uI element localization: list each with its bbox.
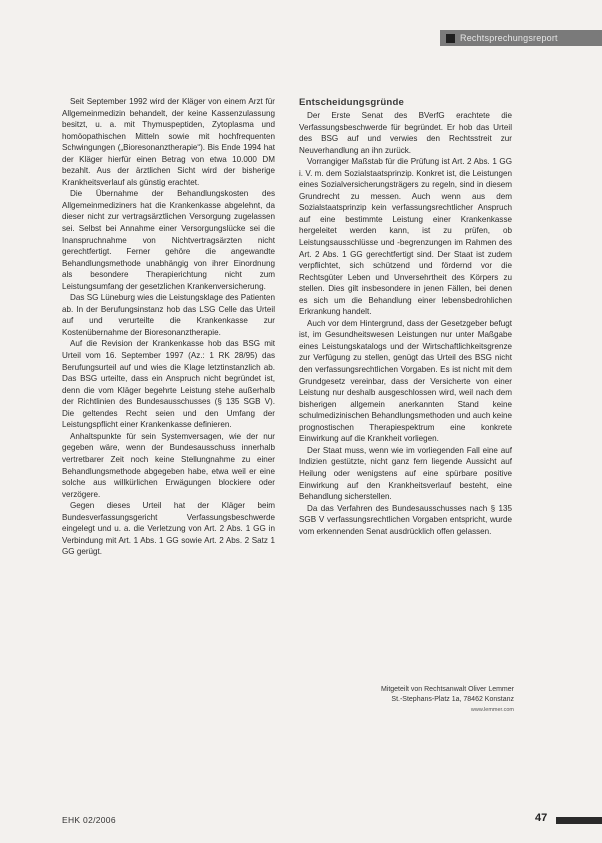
paragraph: Gegen dieses Urteil hat der Kläger beim Bundesverfassungsgericht Verfassungsbeschwerde eingelegt und u. a. die Verletzung von Art. 2 Abs. 1 GG in Verbindung mit Art. 1 Abs. 1 GG sowie Art. 2 Abs. 2 Satz 1 GG gerügt.	[62, 501, 275, 557]
paragraph: Das SG Lüneburg wies die Leistungsklage des Patienten ab. In der Berufungsinstanz hob das LSG Celle das Urteil auf und verurteilte die Krankenkasse zur Kostenübernahme der Bioresonanztherapie.	[62, 293, 275, 337]
right-column	[299, 97, 512, 537]
paragraph: Anhaltspunkte für sein Systemversagen, wie der nur gegeben wäre, wenn der Bundesausschuss innerhalb vertretbarer Zeit noch keine Stellungnahme zu einer Behandlungsmethode abgegeben habe, etwa weil er eine solche aus willkürlichen Erwägungen blockiere oder verzögere.	[62, 431, 275, 499]
paragraph: Die Übernahme der Behandlungskosten des Allgemeinmediziners hat die Krankenkasse abgelehnt, da dieser nicht zur vertragsärztlichen Versorgung zugelassen sei. Selbst bei Annahme einer Versorgungslücke sei die Inanspruchnahme von Nichtvertragsärzten nicht gerechtfertigt. Ferner gehöre die angewandte Behandlungsmethode unabhängig von ihrer Einordnung als besondere Therapierichtung nicht zum Leistungsumfang der gesetzlichen Krankenversicherung.	[62, 189, 275, 291]
author-credit	[330, 685, 514, 715]
paragraph: Der Staat muss, wenn wie im vorliegenden Fall eine auf Indizien gestützte, nicht ganz fern liegende Aussicht auf Heilung oder wenigstens auf eine spürbare positive Einwirkung auf den Krankheitsverlauf besteht, eine Behandlung sicherstellen.	[299, 445, 512, 502]
journal-issue: EHK 02/2006	[62, 815, 116, 825]
paragraph: Auch vor dem Hintergrund, dass der Gesetzgeber befugt ist, im Gesundheitswesen Leistungen nur unter Maßgabe eines Leistungskatalogs und der Wirtschaftlichkeitsgrenze zur Verfügung zu stellen, genügt das Urteil des BSG nicht den verfassungsrechtlichen Vorgaben. Es ist nicht mit dem Grundgesetz vereinbar, dass der Versicherte von einer Leistung nur deshalb ausgeschlossen wird, weil nach dem bisherigen allgemein anerkannten Stand keine schulmedizinischen Behandlungsmethoden und auch keine prognostischen Therapiespektrum eine konkrete Einwirkung auf die Krankheit vorliegen.	[299, 318, 512, 444]
paragraph: Seit September 1992 wird der Kläger von einem Arzt für Allgemeinmedizin behandelt, der keine Kassenzulassung besitzt, u. a. mit Thymuspeptiden, Zytoplasma und homöopathischen Mitteln sowie mit hochfrequenten Schwingungen („Bioresonanztherapie“). Bis Ende 1994 hat der Kläger hierfür einen Betrag von etwa 10.000 DM bezahlt. Aus der ärztlichen Sicht wird der bisherige Krankheitsverlauf als günstig erachtet.	[62, 97, 275, 187]
square-bullet-icon	[446, 34, 455, 43]
paragraph: Vorrangiger Maßstab für die Prüfung ist Art. 2 Abs. 1 GG i. V. m. dem Sozialstaatsprinzip. Konkret ist, die Leistungen eines Sozialversicherungsträgers zu regeln, sind in diesem Grundrecht zu messen. Auch wenn aus dem Sozialstaatsprinzip kein verfassungsrechtlicher Anspruch auf eine bestimmte Leistung einer Krankenkasse hergeleitet werden kann, ist zu prüfen, ob Leistungsausschlüsse und -begrenzungen im Rahmen des Art. 2 Abs. 1 GG gerechtfertigt sind. Der Staat ist zudem verpflichtet, sich schützend und fördernd vor die Rechtsgüter Leben und Unversehrtheit des Körpers zu stellen. Dies gilt insbesondere in jenen Fällen, bei denen es sich um die Behandlung einer lebensbedrohlichen Erkrankung handelt.	[299, 157, 512, 317]
section-heading: Entscheidungsgründe	[299, 97, 405, 108]
credit-author: Mitgeteilt von Rechtsanwalt Oliver Lemmer	[380, 686, 514, 693]
paragraph: Da das Verfahren des Bundesausschusses nach § 135 SGB V verfassungsrechtlichen Vorgaben entspricht, wurde vom erkennenden Senat ausdrücklich offen gelassen.	[299, 503, 512, 536]
page-number: 47	[535, 812, 548, 824]
left-column	[62, 96, 275, 558]
section-header-bar	[440, 30, 602, 46]
footer-bar	[556, 817, 602, 824]
credit-website: www.lemmer.com	[470, 707, 514, 713]
section-label: Rechtsprechungsreport	[460, 33, 558, 43]
paragraph: Auf die Revision der Krankenkasse hob das BSG mit Urteil vom 16. September 1997 (Az.: 1 RK 28/95) das Berufungsurteil auf und wies die Klage letztinstanzlich ab. Das BSG urteilte, dass ein Anspruch nicht begründet ist, denn die vom Kläger begehrte Leistung stehe außerhalb der Richtlinien des Bundesausschusses (§ 135 SGB V). Die geltendes Recht seien und den Umfang der Leistungspflicht einer Krankenkasse definieren.	[62, 339, 275, 430]
paragraph: Der Erste Senat des BVerfG erachtete die Verfassungsbeschwerde für begründet. Er hob das Urteil des BSG auf und verwies den Rechtsstreit zur Neuverhandlung an ihn zurück.	[299, 111, 512, 155]
credit-address: St.-Stephans-Platz 1a, 78462 Konstanz	[391, 696, 514, 703]
